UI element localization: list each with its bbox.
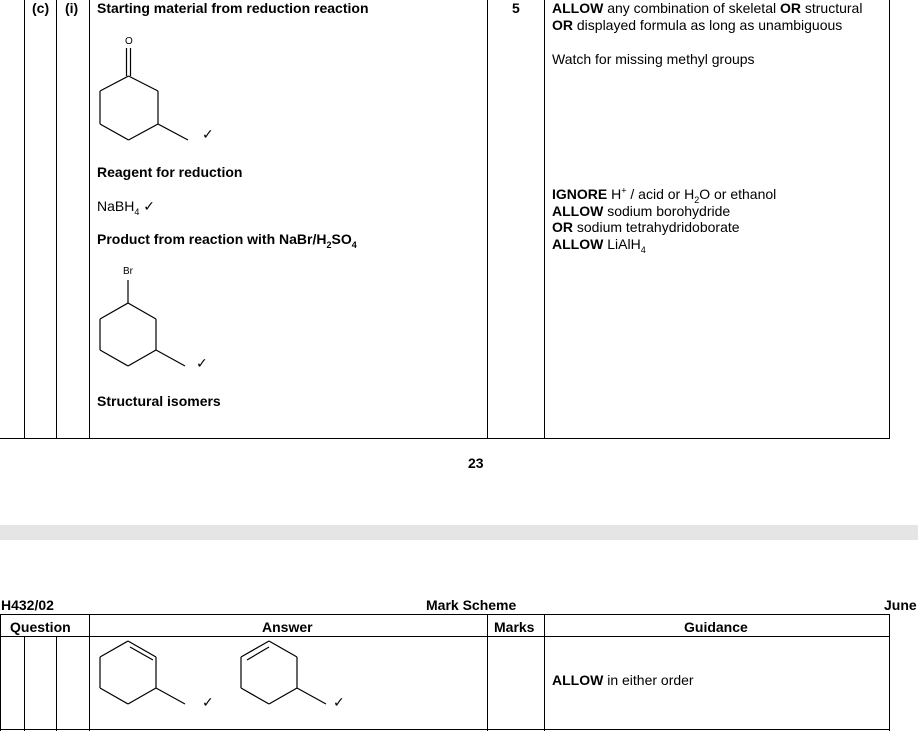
- heading-product: Product from reaction with NaBr/$H_2SO_4$: [97, 231, 357, 250]
- guidance-line: ALLOW in either order: [552, 672, 694, 688]
- oxygen-label: O: [125, 36, 133, 47]
- table-border: [889, 614, 890, 731]
- table-border: [56, 636, 57, 731]
- table-border: [56, 0, 57, 438]
- bromine-label: Br: [123, 266, 133, 277]
- question-part: (c): [32, 0, 50, 16]
- guidance-line: OR displayed formula as long as unambiguous: [552, 17, 843, 33]
- table-border: [889, 0, 890, 438]
- table-border: [24, 636, 25, 731]
- document-date: June: [884, 597, 917, 613]
- table-border: [24, 0, 25, 438]
- column-header-marks: Marks: [494, 619, 535, 635]
- question-subpart: (i): [65, 0, 79, 16]
- table-border: [0, 614, 890, 615]
- table-border: [487, 0, 488, 438]
- check-mark-icon: ✓: [333, 695, 345, 711]
- table-border: [0, 614, 1, 731]
- table-border: [544, 0, 545, 438]
- check-mark-icon: ✓: [202, 695, 214, 711]
- guidance-line: ALLOW LiAlH$_4$: [552, 236, 646, 255]
- check-mark-icon: ✓: [143, 199, 155, 215]
- column-header-question: Question: [10, 619, 71, 635]
- page-number: 23: [468, 455, 484, 471]
- paper-code: H432/02: [1, 597, 54, 613]
- table-border: [0, 438, 890, 439]
- column-header-guidance: Guidance: [684, 619, 748, 635]
- page-separator: [0, 525, 918, 540]
- reagent-answer: NaBH$_4$ ✓: [97, 198, 155, 217]
- isomer-structure-1: [95, 636, 205, 716]
- isomer-structure-2: [236, 636, 346, 716]
- table-border: [89, 0, 90, 438]
- guidance-line: Watch for missing methyl groups: [552, 51, 755, 67]
- table-border: [544, 614, 545, 731]
- table-border: [0, 729, 890, 730]
- guidance-line: IGNORE H+ / acid or $H_2O$ or ethanol: [552, 185, 777, 205]
- document-title: Mark Scheme: [426, 597, 517, 613]
- marks-value: 5: [512, 0, 520, 16]
- table-border: [89, 614, 90, 731]
- guidance-line: ALLOW any combination of skeletal OR structural: [552, 0, 863, 16]
- heading-isomers: Structural isomers: [97, 393, 221, 409]
- table-border: [487, 614, 488, 731]
- guidance-line: OR sodium tetrahydridoborate: [552, 219, 740, 235]
- heading-starting-material: Starting material from reduction reaction: [97, 0, 369, 16]
- guidance-line: ALLOW sodium borohydride: [552, 203, 731, 219]
- check-mark-icon: ✓: [202, 127, 214, 143]
- column-header-answer: Answer: [262, 619, 313, 635]
- heading-reagent: Reagent for reduction: [97, 164, 243, 180]
- check-mark-icon: ✓: [196, 356, 208, 372]
